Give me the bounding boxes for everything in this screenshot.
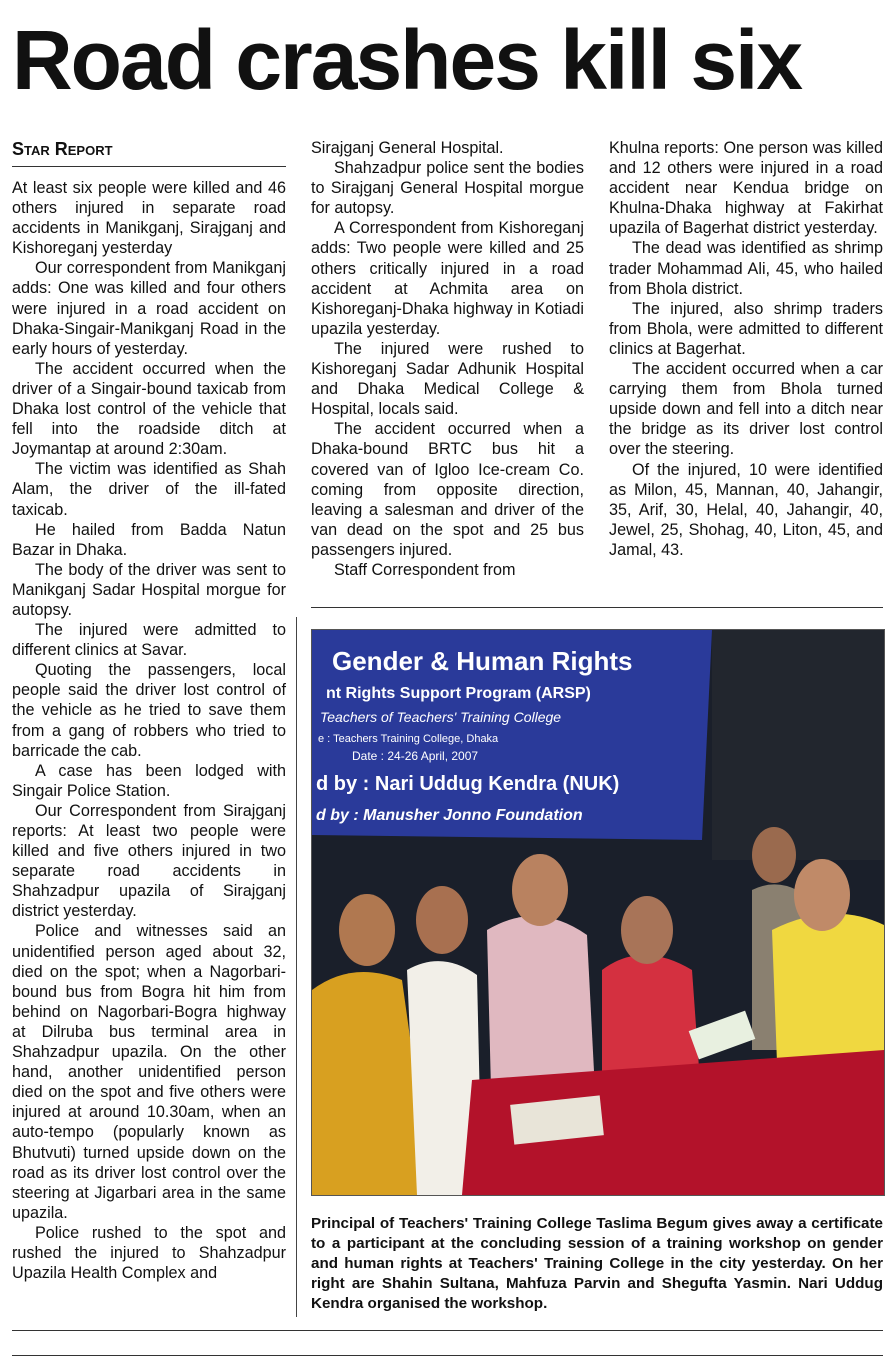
paragraph: The injured, also shrimp traders from Bhola, were admitted to different clinics at Bagerhat. bbox=[609, 299, 883, 358]
bottom-rule-2 bbox=[12, 1355, 883, 1356]
banner-line-2: nt Rights Support Program (ARSP) bbox=[326, 685, 591, 702]
banner-line-7: d by : Manusher Jonno Foundation bbox=[316, 807, 583, 824]
paragraph: Shahzadpur police sent the bodies to Sirajganj General Hospital morgue for autopsy. bbox=[311, 159, 584, 218]
paragraph: Of the injured, 10 were identified as Milon, 45, Mannan, 40, Jahangir, 35, Arif, 30, Helal, 40, Jahangir, 40, Jewel, 25, Shohag, 40, Liton, 45, and Jamal, 43. bbox=[609, 460, 883, 559]
article-column-1 bbox=[12, 178, 286, 1283]
paragraph: The accident occurred when a Dhaka-bound BRTC bus hit a covered van of Igloo Ice-cream Co. coming from opposite direction, leaving a salesman and driver of the van dead on the spot and 25 bus passengers injured. bbox=[311, 420, 584, 559]
paragraph: Sirajganj General Hospital. bbox=[311, 139, 504, 157]
paragraph: Our correspondent from Manikganj adds: One was killed and four others were injured in a road accident on Dhaka-Singair-Manikganj Road in the early hours of yesterday. bbox=[12, 259, 286, 358]
paragraph: A case has been lodged with Singair Police Station. bbox=[12, 761, 286, 800]
photo-illustration bbox=[312, 630, 884, 1195]
section-divider bbox=[311, 607, 883, 608]
paragraph: The dead was identified as shrimp trader Mohammad Ali, 45, who hailed from Bhola district. bbox=[609, 239, 883, 298]
paragraph: Police rushed to the spot and rushed the injured to Shahzadpur Upazila Health Complex and bbox=[12, 1223, 286, 1283]
paragraph: Khulna reports: One person was killed and 12 others were injured in a road accident near Kendua bridge on Khulna-Dhaka highway at Fakirhat upazila of Bagerhat district yesterday. bbox=[609, 139, 883, 238]
paragraph: The victim was identified as Shah Alam, the driver of the ill-fated taxicab. bbox=[12, 460, 286, 519]
article-column-3 bbox=[609, 138, 883, 560]
news-photo bbox=[311, 629, 885, 1196]
photo-caption: Principal of Teachers' Training College Taslima Begum gives away a certificate to a participant at the concluding session of a training workshop on gender and human rights at Teachers' Training College in the city yesterday. On her right are Shahin Sultana, Mahfuza Parvin and Shegufta Yasmin. Nari Uddug Kendra organised the workshop. bbox=[311, 1215, 883, 1312]
banner-line-6: d by : Nari Uddug Kendra (NUK) bbox=[316, 773, 620, 795]
headline: Road crashes kill six bbox=[12, 13, 802, 107]
paragraph: He hailed from Badda Natun Bazar in Dhaka. bbox=[12, 520, 286, 559]
byline-text: Star Report bbox=[12, 139, 113, 159]
paragraph: A Correspondent from Kishoreganj adds: Two people were killed and 25 others critically injured in a road accident at Achmita area on Kishoreganj-Dhaka highway in Kotiadi upazila yesterday. bbox=[311, 219, 584, 338]
banner-line-3: Teachers of Teachers' Training College bbox=[320, 709, 562, 725]
paragraph: The injured were admitted to different clinics at Savar. bbox=[12, 621, 286, 660]
paragraph: The accident occurred when the driver of a Singair-bound taxicab from Dhaka lost control of the vehicle that fell into the roadside ditch at Joymantap at around 2:30am. bbox=[12, 359, 286, 459]
bottom-rule bbox=[12, 1330, 883, 1331]
column-divider bbox=[296, 617, 297, 1317]
banner-line-5: Date : 24-26 April, 2007 bbox=[352, 749, 479, 763]
byline bbox=[12, 138, 286, 167]
paragraph: At least six people were killed and 46 others injured in separate road accidents in Manikganj, Sirajganj and Kishoreganj yesterday bbox=[12, 179, 286, 258]
article-column-2 bbox=[311, 138, 584, 580]
banner-line-4: e : Teachers Training College, Dhaka bbox=[318, 733, 499, 745]
stage-curtain bbox=[712, 630, 884, 860]
banner-line-1: Gender & Human Rights bbox=[332, 646, 633, 676]
paragraph: The accident occurred when a car carrying them from Bhola turned upside down and fell into a ditch near the bridge as its driver lost control over the steering. bbox=[609, 360, 883, 459]
paragraph: The body of the driver was sent to Manikganj Sadar Hospital morgue for autopsy. bbox=[12, 560, 286, 619]
paragraph: Staff Correspondent from bbox=[334, 560, 516, 579]
paragraph: The injured were rushed to Kishoreganj Sadar Adhunik Hospital and Dhaka Medical College & Hospital, locals said. bbox=[311, 339, 584, 419]
paragraph: Our Correspondent from Sirajganj reports: At least two people were killed and five others injured in two separate road accidents in Shahzadpur upazila of Sirajganj district yesterday. bbox=[12, 801, 286, 921]
paragraph: Police and witnesses said an unidentified person aged about 32, died on the spot; when a Nagorbari-bound bus from Bogra hit him from behind on Nagorbari-Bogra highway at Dilruba bus terminal area in Shahzadpur upazila. On the other hand, another unidentified person died on the spot and five others were injured at around 10.30am, when an auto-tempo (popularly known as Bhutvuti) turned upside down on the road as its driver lost control over the steering at Jigarbari area in the same upazila. bbox=[12, 922, 286, 1222]
paragraph: Quoting the passengers, local people said the driver lost control of the vehicle as he tried to save them from a gang of robbers who tried to barricade the cab. bbox=[12, 661, 286, 760]
